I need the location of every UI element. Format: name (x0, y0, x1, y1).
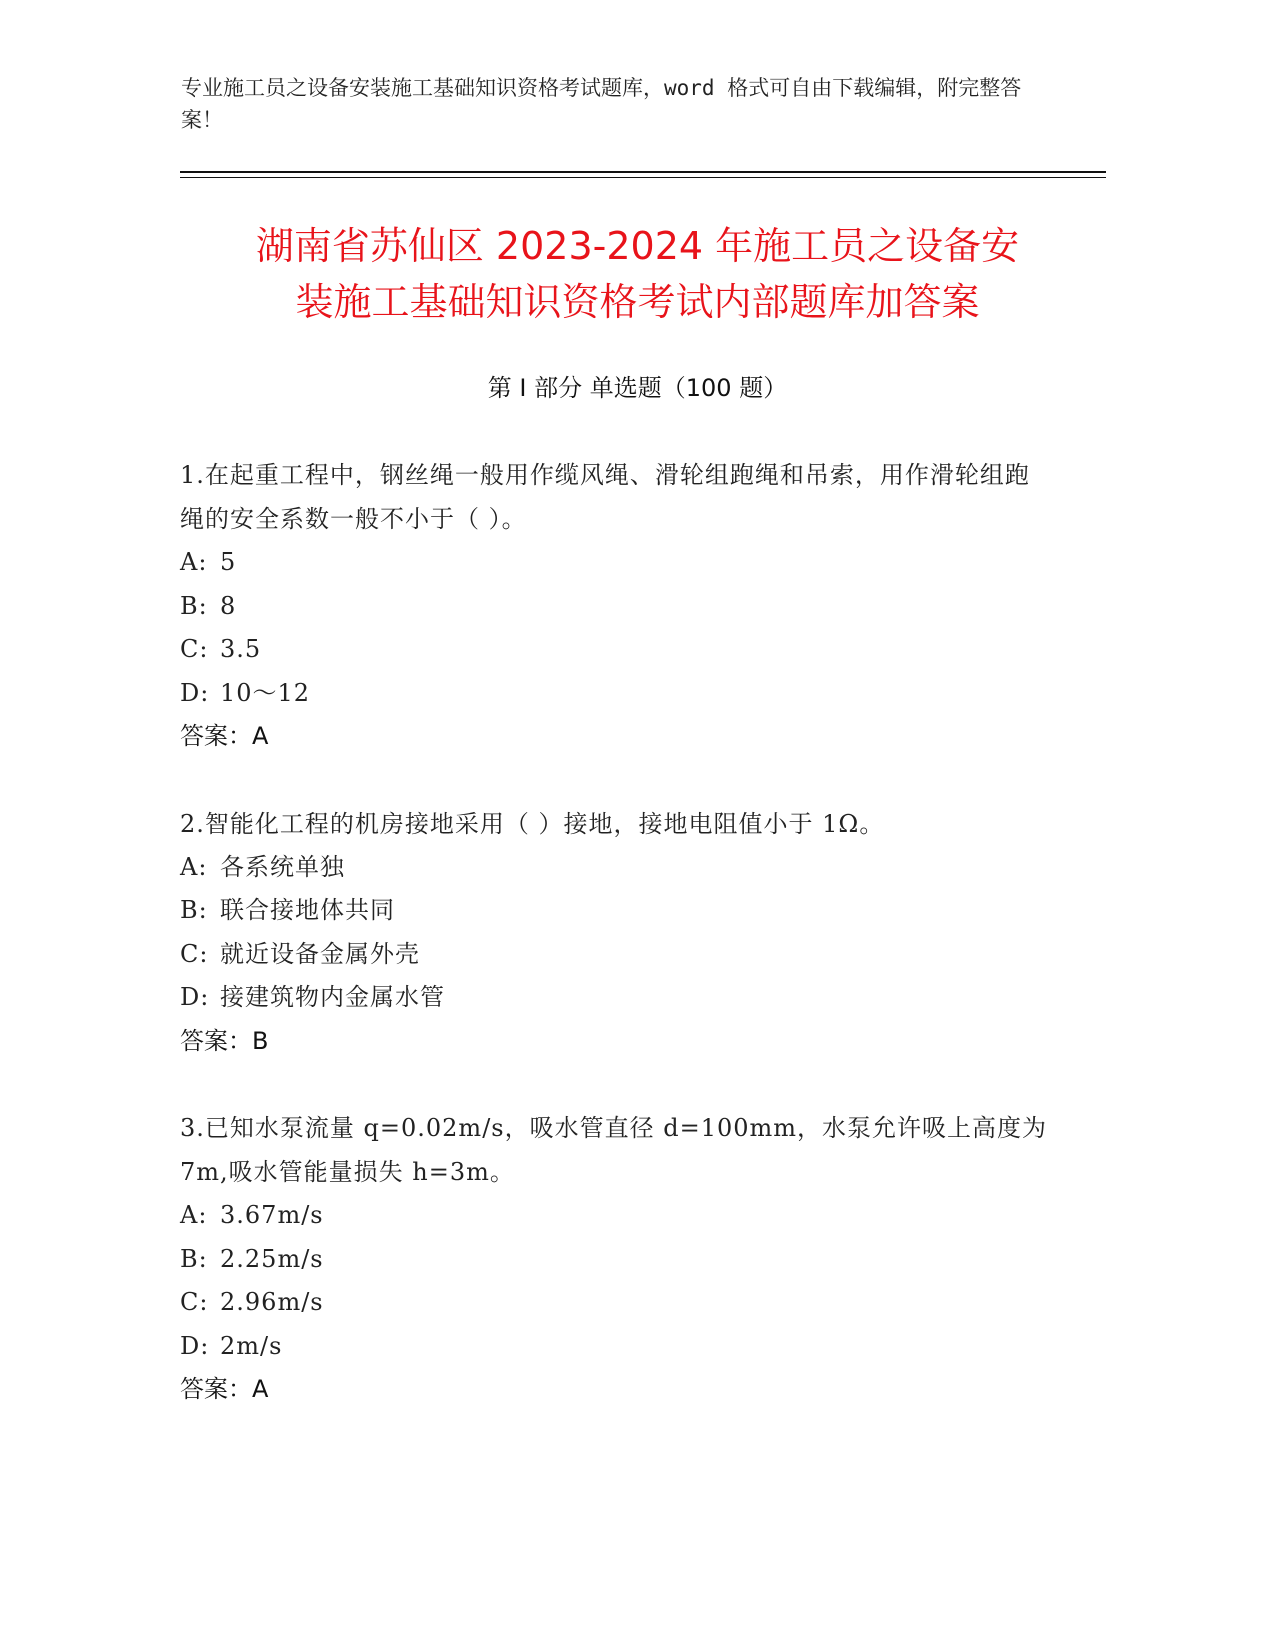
question-stem: 2.智能化工程的机房接地采用（ ）接地，接地电阻值小于 1Ω。 (180, 809, 885, 838)
option-letter: A: (180, 548, 208, 576)
option-text: 2m/s (220, 1331, 283, 1360)
document-title-line-2: 装施工基础知识资格考试内部题库加答案 (295, 280, 980, 324)
option-letter: C: (180, 1288, 209, 1316)
option-c (180, 933, 1050, 977)
option-a (180, 846, 1050, 890)
option-d (180, 672, 1050, 716)
option-letter: A: (180, 852, 208, 881)
document-title-line-1: 湖南省苏仙区 2023-2024 年施工员之设备安 (255, 224, 1020, 268)
option-text: 联合接地体共同 (220, 896, 395, 924)
answer-line: 答案：A (180, 722, 269, 750)
document-title (150, 218, 1125, 330)
option-text: 2.96m/s (220, 1288, 324, 1316)
answer-line: 答案：B (180, 1026, 269, 1055)
option-letter: B: (180, 896, 208, 924)
option-letter: C: (180, 939, 209, 968)
option-text: 5 (220, 548, 237, 576)
option-text: 3.5 (220, 635, 262, 663)
header-note: 专业施工员之设备安装施工基础知识资格考试题库，word 格式可自由下载编辑，附完整答案！ (181, 76, 1022, 132)
option-text: 2.25m/s (220, 1244, 324, 1273)
option-text: 就近设备金属外壳 (220, 939, 420, 968)
option-b (180, 1238, 1050, 1282)
option-a (180, 541, 1050, 585)
question-1 (180, 453, 1050, 759)
answer-line: 答案：A (180, 1375, 269, 1403)
option-a (180, 1194, 1050, 1238)
option-text: 各系统单独 (220, 852, 345, 881)
option-d (180, 976, 1050, 1020)
option-b (180, 889, 1050, 933)
option-letter: D: (180, 983, 210, 1011)
option-d (180, 1325, 1050, 1369)
option-b (180, 585, 1050, 629)
header-rule-thin (180, 177, 1106, 178)
option-text: 接建筑物内金属水管 (220, 983, 445, 1011)
option-letter: D: (180, 678, 210, 707)
question-2 (180, 802, 1050, 1064)
option-c (180, 628, 1050, 672)
option-text: 8 (220, 591, 237, 620)
question-stem: 3.已知水泵流量 q=0.02m/s，吸水管直径 d=100mm，水泵允许吸上高度为 7m,吸水管能量损失 h=3m。 (180, 1114, 1048, 1186)
option-letter: B: (180, 1244, 208, 1273)
question-stem: 1.在起重工程中，钢丝绳一般用作缆风绳、滑轮组跑绳和吊索，用作滑轮组跑绳的安全系数一般不小于（ ）。 (180, 461, 1030, 533)
option-c (180, 1281, 1050, 1325)
option-letter: D: (180, 1331, 210, 1360)
section-heading: 第 I 部分 单选题（100 题） (487, 374, 788, 402)
option-letter: A: (180, 1201, 208, 1229)
question-3 (180, 1106, 1050, 1412)
option-letter: B: (180, 591, 208, 620)
option-letter: C: (180, 635, 209, 663)
header-rule-thick (180, 171, 1106, 173)
option-text: 3.67m/s (220, 1201, 324, 1229)
option-text: 10～12 (220, 678, 311, 707)
question-list (180, 453, 1050, 1455)
